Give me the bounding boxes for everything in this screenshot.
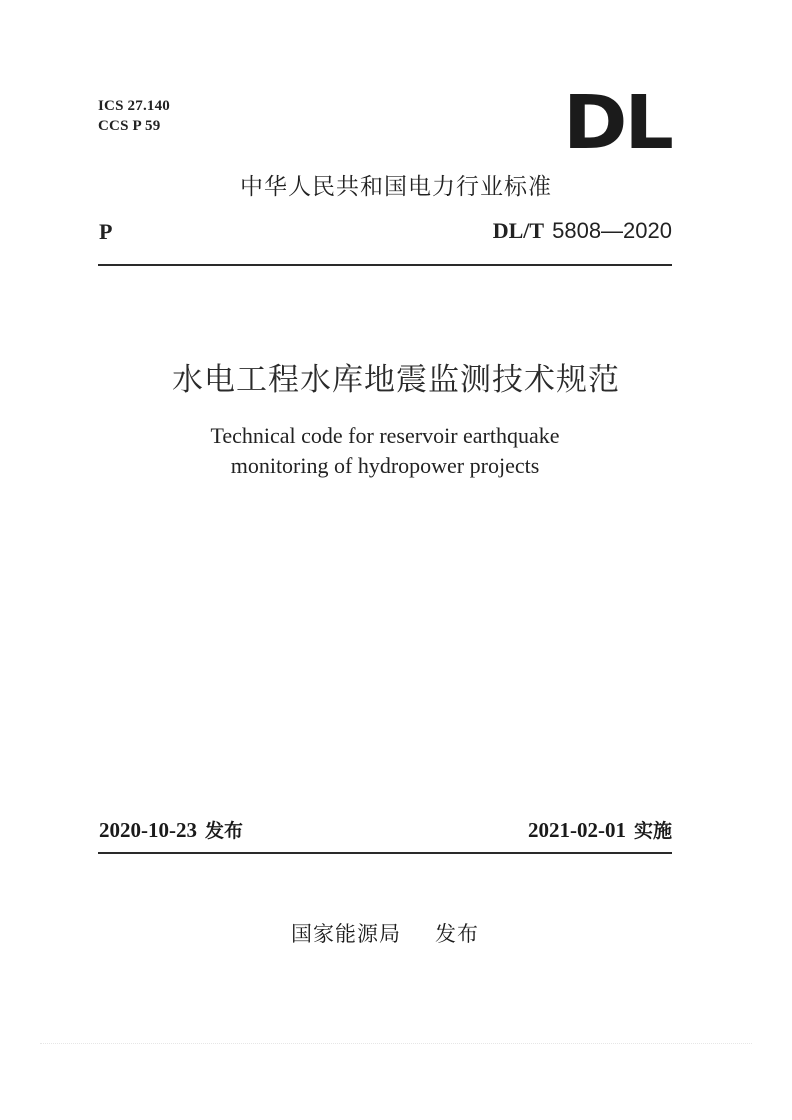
issue-date: 2020-10-23 [99,818,197,842]
publisher-action: 发布 [435,922,479,946]
document-title-english-line2: monitoring of hydropower projects [230,453,540,478]
standard-prefix: DL/T [492,218,545,243]
category-code: P [99,219,113,244]
industry-standard-title: 中华人民共和国电力行业标准 [240,174,552,200]
standard-number [493,217,672,245]
publisher-block [0,920,770,948]
document-title-english-line1: Technical code for reservoir earthquake [210,423,560,448]
publisher-name: 国家能源局 [291,922,401,946]
standard-number-value: 5808—2020 [552,218,672,243]
ics-code: ICS 27.140 [98,98,171,114]
implement-date: 2021-02-01 [527,818,626,842]
scan-artifact-line [40,1043,752,1044]
ccs-code: CCS P 59 [98,118,161,134]
implement-label: 实施 [633,820,672,842]
document-title-chinese: 水电工程水库地震监测技术规范 [172,362,620,398]
top-divider [98,264,672,266]
dl-logo: DL [563,80,671,166]
implement-date-block [528,817,672,844]
issue-label: 发布 [205,820,244,842]
bottom-divider [98,852,672,854]
issue-date-block [99,817,243,844]
